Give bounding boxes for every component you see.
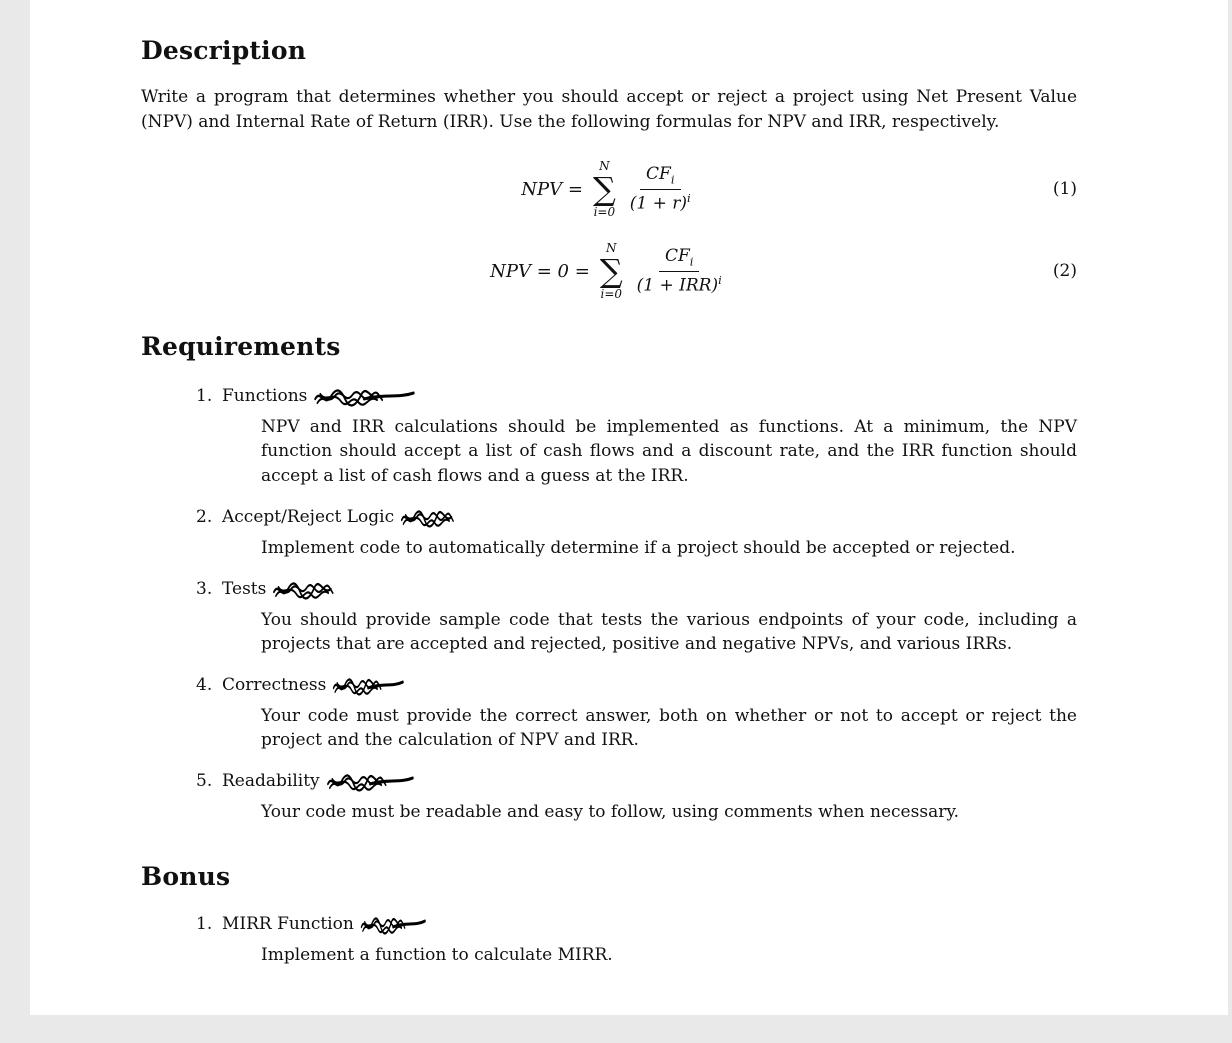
- item-number: 5.: [196, 771, 213, 792]
- item-label: Correctness: [222, 675, 327, 696]
- equation-irr: [141, 240, 1077, 302]
- fraction: [624, 164, 697, 214]
- description-heading: Description: [141, 36, 307, 65]
- equation-number: (1): [1052, 179, 1077, 200]
- item-label: Accept/Reject Logic: [222, 506, 395, 527]
- sum-upper-limit: N: [606, 240, 617, 255]
- summation-sigma: [600, 242, 623, 301]
- fraction-denominator: (1 + IRR)$^i$: [636, 273, 722, 296]
- item-number: 2.: [196, 506, 213, 527]
- sigma-icon: ∑: [599, 251, 623, 290]
- requirement-item-functions: [196, 385, 1077, 487]
- item-body: Implement a function to calculate MIRR.: [261, 945, 613, 966]
- item-number: 4.: [196, 675, 213, 696]
- intro-paragraph: Write a program that determines whether you should accept or reject a project using Net Present Value (NPV) and Internal Rate of Return (IRR). Use the following formulas for NPV and IRR, respectively.: [141, 87, 1077, 132]
- document-page: [30, 0, 1228, 1015]
- item-body: Your code must be readable and easy to follow, using comments when necessary.: [261, 802, 960, 823]
- scribble-redaction: [400, 508, 456, 528]
- sum-lower-limit: i=0: [600, 286, 623, 301]
- item-head: [196, 385, 1077, 407]
- scribble-redaction: [272, 580, 336, 600]
- item-number: 1.: [196, 914, 213, 935]
- scribble-redaction: [326, 772, 414, 792]
- item-number: 3.: [196, 578, 213, 599]
- item-body: Your code must provide the correct answer, both on whether or not to accept or reject the project and the calculation of NPV and IRR.: [261, 706, 1077, 751]
- equation-lhs: NPV =: [521, 178, 583, 200]
- item-number: 1.: [196, 386, 213, 407]
- sum-lower-limit: i=0: [593, 204, 616, 219]
- fraction-denominator: $(1 + r)^i$: [629, 191, 691, 214]
- scribble-redaction: [332, 676, 404, 696]
- fraction-numerator: $CF_i$: [659, 246, 700, 272]
- item-label: Tests: [222, 578, 267, 599]
- item-head: [196, 674, 1077, 696]
- requirements-heading: Requirements: [141, 332, 341, 362]
- item-label: Readability: [222, 771, 320, 792]
- item-head: [196, 770, 1077, 792]
- equation-lhs: NPV = 0 =: [490, 260, 590, 282]
- item-head: [196, 506, 1077, 528]
- fraction: [631, 246, 728, 296]
- item-label: Functions: [222, 386, 308, 407]
- equation-npv-body: [521, 160, 696, 219]
- item-body: Implement code to automatically determine if a project should be accepted or rejected.: [261, 537, 1016, 558]
- requirement-item-readability: [196, 770, 1077, 824]
- equation-irr-body: [490, 242, 728, 301]
- summation-sigma: [593, 160, 616, 219]
- requirement-item-tests: [196, 578, 1077, 656]
- fraction-numerator: $CF_i$: [640, 164, 681, 190]
- bonus-heading: Bonus: [141, 862, 231, 892]
- requirement-item-accept-reject: [196, 506, 1077, 560]
- item-label: MIRR Function: [222, 914, 354, 935]
- item-body: NPV and IRR calculations should be implemented as functions. At a minimum, the NPV function should accept a list of cash flows and a discount rate, and the IRR function should accept a list of cash flows and a guess at the IRR.: [261, 417, 1077, 486]
- sum-upper-limit: N: [599, 158, 610, 173]
- item-body: You should provide sample code that tests the various endpoints of your code, including a projects that are accepted and rejected, positive and negative NPVs, and various IRRs.: [261, 609, 1077, 654]
- scribble-redaction: [360, 915, 426, 935]
- item-head: [196, 913, 1077, 935]
- item-head: [196, 578, 1077, 600]
- equation-number: (2): [1052, 261, 1077, 282]
- requirement-item-correctness: [196, 674, 1077, 752]
- scribble-redaction: [313, 387, 415, 407]
- equation-npv: [141, 158, 1077, 220]
- bonus-item-mirr: [196, 913, 1077, 967]
- sigma-icon: ∑: [592, 169, 616, 208]
- equation-block: [141, 158, 1077, 302]
